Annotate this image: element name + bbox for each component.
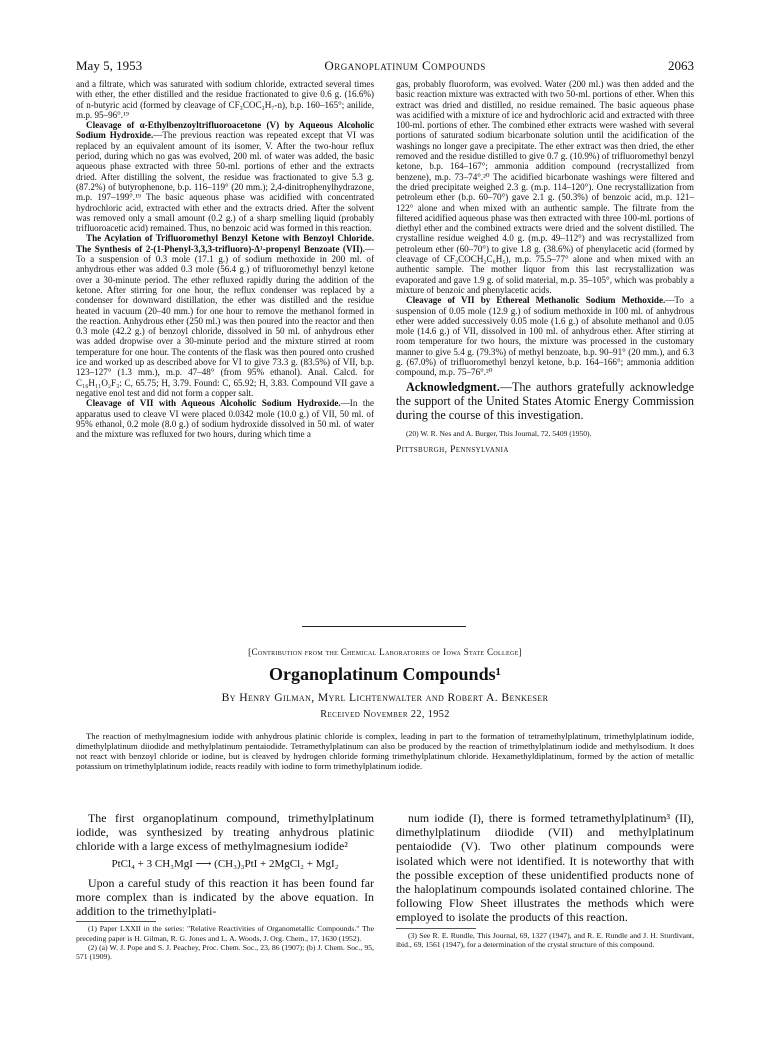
received-date: Received November 22, 1952	[320, 709, 450, 720]
page-number: 2063	[667, 58, 694, 73]
paragraph: Cleavage of VII with Aqueous Alcoholic Sodium Hydroxide.—In the apparatus used to cleave VI were placed 0.0342 mole (10.0 g.) of VII, 50 ml. of 95% ethanol, 0.2 mole (8.0 g.) of sodium hydroxide dissolved in 50 ml. of water and the mixture was refluxed for two hours, during which time a	[76, 398, 374, 440]
paragraph: The Acylation of Trifluoromethyl Benzyl Ketone with Benzoyl Chloride. The Synthesis of 2-(1-Phenyl-3,3,3-trifluoro)-Δ¹-propenyl Benzoate (VII).—To a suspension of 0.3 mole (17.1 g.) of sodium methoxide in 200 ml. of anhydrous ether was added 0.3 mole (56.4 g.) of trifluoromethyl benzyl ketone over a 30-minute period. The ether refluxed rapidly during the addition of the ketone. After stirring for one hour, the reflux condenser was replaced by a condenser for downward distillation, the ether was distilled and the residue heated in vacuum (20–40 mm.) for one hour to remove the methanol formed in the reaction. Anhydrous ether (250 ml.) was then poured into the reactor and then 0.3 mole (42.2 g.) of benzoyl chloride, dissolved in 50 ml. of anhydrous ether was added dropwise over a 30-minute period and the mixture stirred at room temperature for one hour. The contents of the flask was then poured onto crushed ice and worked up as described above for VI to give 73.3 g. (83.5%) of VII, b.p. 123–127° (1.3 mm.), m.p. 47–48° (from 95% ethanol). Anal. Calcd. for C₁₆H₁₁O₂F₃: C, 65.75; H, 3.79. Found: C, 65.92; H, 3.83. Compound VII gave a negative enol test and did not form a copper salt.	[76, 233, 374, 398]
contribution-line: [Contribution from the Chemical Laboratories of Iowa State College]	[248, 647, 522, 657]
acknowledgment-heading: Acknowledgment.	[406, 379, 500, 394]
section-heading: Cleavage of VII with Aqueous Alcoholic Sodium Hydroxide.	[86, 398, 341, 409]
section-heading: Cleavage of α-Ethylbenzoyltrifluoroacetone (V) by Aqueous Alcoholic Sodium Hydroxide.	[76, 120, 374, 141]
reaction-equation: PtCl₄ + 3 CH₃MgI ⟶ (CH₃)₃PtI + 2MgCl₂ + MgI₂	[111, 857, 339, 870]
footnote-rule	[76, 921, 156, 922]
paragraph: Upon a careful study of this reaction it has been found far more complex than is indicated by the above equation. In addition to the trimethylplati-	[76, 875, 374, 919]
article-authors: By Henry Gilman, Myrl Lichtenwalter and Robert A. Benkeser	[221, 691, 549, 704]
paragraph: and a filtrate, which was saturated with sodium chloride, extracted several times with ether, the ether distilled and the residue fractionated to give 0.6 g. (16.6%) of n-butyric acid (formed by cleavage of CF₃COC₃H₇-n), b.p. 160–165°; anilide, m.p. 95–96°.¹⁹	[76, 79, 374, 120]
paragraph: The first organoplatinum compound, trimethylplatinum iodide, was synthesized by treating anhydrous platinic chloride with a large excess of methylmagnesium iodide²	[76, 811, 374, 854]
institution-location: Pittsburgh, Pennsylvania	[396, 444, 509, 455]
section-heading: The Acylation of Trifluoromethyl Benzyl Ketone with Benzoyl Chloride. The Synthesis of 2-(1-Phenyl-3,3,3-trifluoro)-Δ¹-propenyl Benzoate (VII).	[76, 233, 374, 254]
paragraph: gas, probably fluoroform, was evolved. Water (200 ml.) was then added and the basic reaction mixture was extracted with two 50-ml. portions of ether. When this extract was dried and distilled, no residue remained. The basic aqueous phase was acidified with a mixture of ice and hydrochloric acid and extracted with three 100-ml. portions of ether. The combined ether extracts were washed with several portions of saturated sodium bicarbonate solution until the acidification of the washings no longer gave a precipitate. The ether extract was then dried, the ether removed and the residue distilled to give 0.7 g. (10.9%) of trifluoromethyl benzyl ketone, b.p. 164–167°; ammonia addition compound (recrystallized from benzene), m.p. 73–74°.²⁰ The acidified bicarbonate washings were filtered and the dried precipitate weighed 2.3 g. (m.p. 114–120°). One recrystallization from petroleum ether (b.p. 60–70°) gave 2.1 g. (50.3%) of benzoic acid, m.p. 121–122° alone and when mixed with an authentic sample. The filtrate from the filtered acidified aqueous phase was then extracted with three 100-ml. portions of diethyl ether and the combined extracts were dried and the solvent distilled. The crystalline residue weighed 4.0 g. (m.p. 49–112°) and was recrystallized from petroleum ether (60–70°) to give 1.8 g. (38.6%) of phenylacetic acid (formed by cleavage of CF₃COCH₂C₆H₅), m.p. 75.5–77° alone and when mixed with an authentic sample. The mother liquor from this last recrystallization was evaporated and gave 1.9 g. of solid material, m.p. 35–105°, which was probably a mixture of benzoic and phenylacetic acids.	[396, 79, 694, 295]
running-title: Organoplatinum Compounds	[324, 58, 486, 73]
body-left-column	[76, 811, 374, 961]
acknowledgment: Acknowledgment.—The authors gratefully acknowledge the support of the United States Atomic Energy Commission during the course of this investigation.	[396, 379, 694, 423]
paragraph: Cleavage of α-Ethylbenzoyltrifluoroacetone (V) by Aqueous Alcoholic Sodium Hydroxide.—The previous reaction was repeated except that VI was replaced by an equivalent amount of its isomer, V. After the two-hour reflux period, during which no gas was evolved, 200 ml. of water was added, the basic aqueous phase extracted with three 50-ml. portions of ether and the extracts dried. After distilling the solvent, the residue was fractionated to give 5.3 g. (87.2%) of butyrophenone, b.p. 116–119° (20 mm.); 2,4-dinitrophenylhydrazone, m.p. 197–199°.¹⁹ The basic aqueous phase was acidified with concentrated hydrochloric acid, extracted with ether and the extracts dried. After the solvent was removed only a small amount (0.2 g.) of a sharp smelling liquid (probably trifluoroacetic acid) remained. Thus, no benzoic acid was formed in this reaction.	[76, 120, 374, 234]
footnote-2: (2) (a) W. J. Pope and S. J. Peachey, Proc. Chem. Soc., 23, 86 (1907); (b) J. Chem. Soc., 95, 571 (1909).	[76, 942, 374, 961]
running-head	[76, 58, 694, 74]
section-divider	[302, 626, 466, 627]
section-heading: Cleavage of VII by Ethereal Methanolic Sodium Methoxide.	[406, 295, 666, 306]
body-right-column	[396, 811, 694, 949]
right-column	[396, 79, 694, 455]
paragraph: num iodide (I), there is formed tetramethylplatinum³ (II), dimethylplatinum diiodide (VII) and methylplatinum pentaiodide (V). Two other platinum compounds were isolated which were not identified. It is noteworthy that with the possible exception of these unidentified products none of the haloplatinum compounds isolated contained chlorine. The following Flow Sheet illustrates the methods which were employed to isolate the products of this reaction.	[396, 811, 694, 925]
footnote-rule	[396, 928, 476, 929]
footnote-3: (3) See R. E. Rundle, This Journal, 69, 1327 (1947), and R. E. Rundle and J. H. Sturdivant, ibid., 69, 1561 (1947), for a determination of the crystal structure of this compound.	[396, 930, 694, 949]
abstract: The reaction of methylmagnesium iodide with anhydrous platinic chloride is complex, leading in part to the formation of tetramethylplatinum, trimethylplatinum iodide, dimethylplatinum diiodide and methylplatinum pentaiodide. Tetramethylplatinum can also be produced by the reaction of trimethylplatinum iodide and methylsodium. It does not react with benzoyl chloride or iodine, but is cleaved by hydrogen chloride forming trimethylplatinum chloride. Hexamethyldiplatinum, formed by the action of metallic potassium on trimethylplatinum iodide, reacts readily with iodine to form trimethylplatinum iodide.	[76, 731, 694, 772]
issue-date: May 5, 1953	[76, 58, 143, 73]
paragraph: Cleavage of VII by Ethereal Methanolic Sodium Methoxide.—To a suspension of 0.05 mole (12.9 g.) of sodium methoxide in 100 ml. of anhydrous ether were added successively 0.05 mole (1.6 g.) of absolute methanol and 0.05 mole (14.6 g.) of VII, dissolved in 100 ml. of anhydrous ether. After stirring at room temperature for two hours, the mixture was processed in the customary manner to give 5.4 g. (79.3%) of methyl benzoate, b.p. 90–91° (20 mm.), and 6.3 g. (67.0%) of trifluoromethyl benzyl ketone, b.p. 164–166°; ammonia addition compound, m.p. 75–76°.²⁰	[396, 295, 695, 378]
footnote-1: (1) Paper LXXII in the series: "Relative Reactivities of Organometallic Compounds." The preceding paper is H. Gilman, R. G. Jones and L. A. Woods, J. Org. Chem., 17, 1630 (1952).	[76, 924, 374, 943]
footnote-20: (20) W. R. Nes and A. Burger, This Journal, 72, 5409 (1950).	[406, 428, 592, 438]
left-column	[76, 79, 374, 439]
article-title: Organoplatinum Compounds¹	[269, 664, 501, 684]
